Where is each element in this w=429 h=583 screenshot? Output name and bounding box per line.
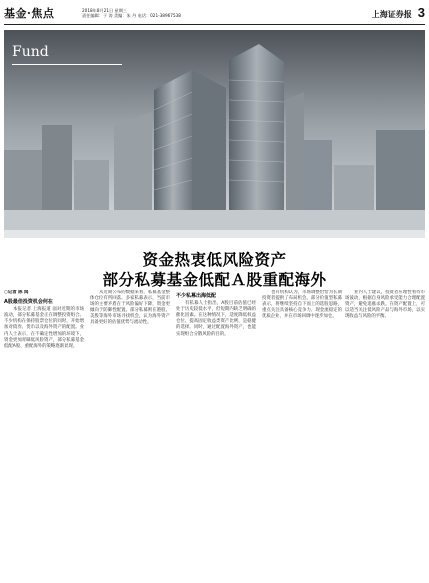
column-text: 也有机构认为，市场调整恰恰为长期投资者提供了布局机会。部分价值型私募表示，将继续坚持自下而上的选股思路，重点关注具备核心竞争力、现金流稳定的优质企业，并在市场回调中逐步加仓。: [262, 290, 342, 320]
column-text: 有私募人士指出，A股目前估值已经处于历史较低水平，但短期内缺乏明确的催化因素。在这种情况下，适度降低权益仓位、提高固定收益类资产比例，是稳健的选择。同时，通过配置海外资产，也能实现组合分散风险的目的。: [176, 301, 256, 337]
page-header: [4, 2, 425, 24]
article-column-3: [176, 290, 256, 580]
skyline-illustration: [4, 30, 425, 238]
paper-name: 上海证券报: [371, 9, 412, 19]
subhead-1: A股最佳投资机会何在: [4, 299, 53, 306]
hero-image: [4, 30, 425, 238]
headline-line-2: 部分私募基金低配Ａ股重配海外: [102, 271, 327, 289]
article-column-1: [4, 290, 84, 580]
article-column-2: [90, 290, 170, 580]
column-text: 业内人士建议，投资者应理性看待市场波动，根据自身风险承受能力合理配置资产，避免追涨杀跌。在资产配置上，可以适当关注低风险产品与海外市场，以实现收益与风险的平衡。: [345, 290, 425, 320]
column-text: 本报记者 上海报道 面对近期的市场波动，部分私募基金正在调整投资组合。不少机构在保持股票仓位的同时，开始增加对债券、货币以及海外资产的配置。业内人士表示，在不确定性增加的环境下，资金更加青睐低风险资产，部分私募基金低配A股、重配海外的策略逐渐显现。: [4, 307, 84, 349]
header-date: 2018年8月21日 星期三: [82, 7, 128, 13]
column-text: 从近期公布的数据来看，私募基金整体仓位有所回落。多家私募表示，当前市场的主要矛盾在于风险偏好下降，资金更倾向于防御性配置。部分私募则在港股、美股等海外市场寻找机会，认为海外资产具备更好的估值优势与流动性。: [90, 290, 170, 326]
fund-label: Fund: [12, 44, 49, 60]
headline-line-1: 资金热衷低风险资产: [142, 251, 287, 269]
fund-underline: [12, 64, 122, 65]
header-rule: [4, 24, 425, 25]
header-right: [372, 5, 425, 20]
header-editors: 责任编辑：于 涛 美编：朱 丹 电话：021-38967538: [82, 13, 181, 18]
article-column-4: [262, 290, 342, 580]
page-number: 3: [417, 5, 425, 20]
subhead-2: 不少私募出海低配: [176, 293, 217, 299]
header-meta: [82, 8, 272, 19]
byline: ○记者 陈 鸿: [4, 290, 29, 295]
section-title: 基金·焦点: [4, 7, 55, 20]
article-column-5: [345, 290, 425, 580]
